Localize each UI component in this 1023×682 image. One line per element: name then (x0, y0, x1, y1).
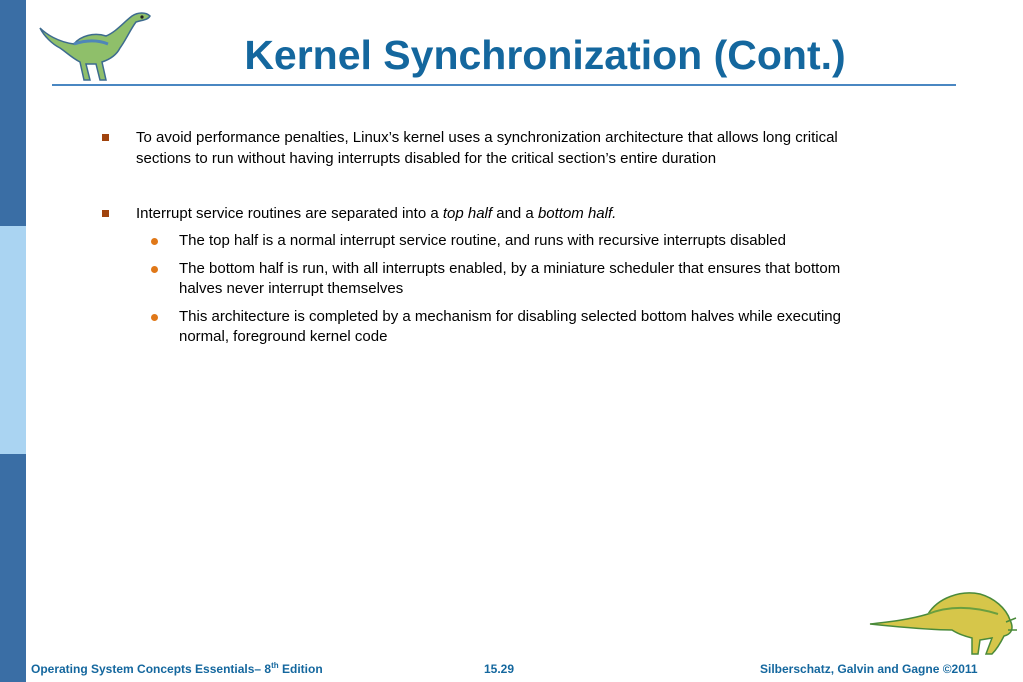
dinosaur-logo-icon (36, 6, 156, 86)
footer-page-number: 15.29 (484, 662, 515, 676)
bullet-2-text: Interrupt service routines are separated into a top half and a bottom half. (136, 205, 617, 222)
sub-bullet-1-line-1: The top half is a normal interrupt service routine, and runs with recursive interrupts disabled (179, 232, 786, 249)
page-title: Kernel Synchronization (Cont.) (244, 32, 846, 78)
term-bottom-half: bottom half. (537, 205, 617, 222)
dot-bullet-icon (151, 238, 158, 245)
term-top-half: top half (442, 205, 493, 222)
square-bullet-icon (102, 134, 109, 141)
bullet-1-line-2: sections to run without having interrupts disabled for the critical section’s entire duration (136, 150, 717, 167)
sub-bullet-2-line-1: The bottom half is run, with all interrupts enabled, by a miniature scheduler that ensures that bottom (179, 260, 841, 277)
sub-bullet-3-line-2: normal, foreground kernel code (179, 328, 388, 345)
sub-bullet-3-line-1: This architecture is completed by a mechanism for disabling selected bottom halves while executing (179, 308, 841, 325)
sub-bullet-2-line-2: halves never interrupt themselves (179, 280, 404, 297)
sidebar-band-middle (0, 226, 26, 454)
title-divider (52, 84, 956, 86)
dot-bullet-icon (151, 314, 158, 321)
sidebar-band-bottom (0, 454, 26, 682)
bullet-1-line-1: To avoid performance penalties, Linux’s kernel uses a synchronization architecture that allows long critical (136, 129, 838, 146)
footer-authors: Silberschatz, Galvin and Gagne ©2011 (760, 662, 978, 676)
square-bullet-icon (102, 210, 109, 217)
sidebar-band-top (0, 0, 26, 226)
dot-bullet-icon (151, 266, 158, 273)
footer-book-title: Operating System Concepts Essentials– 8th Edition (31, 661, 323, 676)
dinosaur-illustration-icon (868, 584, 1018, 660)
